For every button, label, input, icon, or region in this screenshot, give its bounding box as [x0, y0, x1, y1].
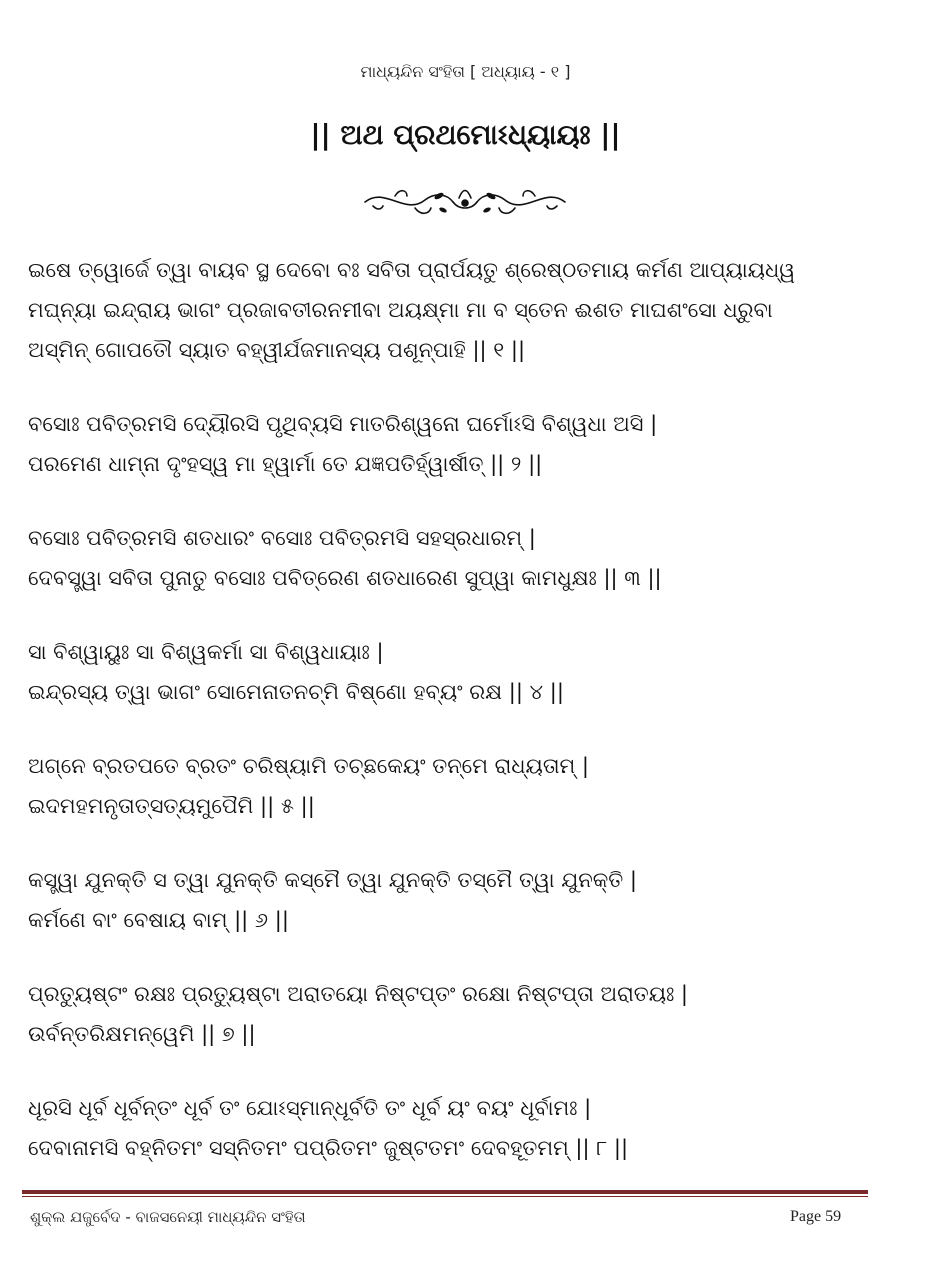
verse-line: ବସୋଃ ପବିତ୍ରମସି ଦ୍ୟୌରସି ପୃଥିବ୍ୟସି ମାତରିଶ୍ୱନୋ ଘର୍ମୋଽସି ବିଶ୍ୱଧା ଅସି | [28, 412, 658, 436]
verse-4 [28, 632, 908, 712]
verse-line: ଇଦମହମନୃତାତ୍ସତ୍ୟମୁପୈମି || ୫ || [28, 794, 315, 818]
verse-line: ପରମେଣ ଧାମ୍ନା ଦୃଂହସ୍ୱ ମା ହ୍ୱାର୍ମା ତେ ଯଜ୍ଞପତିର୍ହ୍ୱାର୍ଷୀତ୍ || ୨ || [28, 452, 543, 476]
verse-body [28, 250, 908, 1202]
verse-line: ଦେବାନାମସି ବହ୍ନିତମଂ ସସ୍ନିତମଂ ପପ୍ରିତମଂ ଜୁଷ୍ଟତମଂ ଦେବହୂତମମ୍ || ୮ || [28, 1136, 629, 1160]
verse-line: କସ୍ତ୍ୱା ଯୁନକ୍ତି ସ ତ୍ୱା ଯୁନକ୍ତି କସ୍ମୈ ତ୍ୱା ଯୁନକ୍ତି ତସ୍ମୈ ତ୍ୱା ଯୁନକ୍ତି | [28, 868, 637, 892]
verse-line: ଅଗ୍ନେ ବ୍ରତପତେ ବ୍ରତଂ ଚରିଷ୍ୟାମି ତଚ୍ଛକେୟଂ ତନ୍ମେ ରାଧ୍ୟତାମ୍ | [28, 754, 589, 778]
running-header: ମାଧ୍ୟନ୍ଦିନ ସଂହିତା [ ଅଧ୍ୟାୟ - ୧ ] [360, 62, 571, 81]
verse-line: କର୍ମଣେ ବାଂ ବେଷାୟ ବାମ୍ || ୬ || [28, 908, 289, 932]
verse-line: ଦେବସ୍ତ୍ୱା ସବିତା ପୁନାତୁ ବସୋଃ ପବିତ୍ରେଣ ଶତଧାରେଣ ସୁପ୍ୱା କାମଧୁକ୍ଷଃ || ୩ || [28, 566, 662, 590]
verse-line: ଅସ୍ମିନ୍ ଗୋପତୌ ସ୍ୟାତ ବହ୍ୱୀର୍ଯଜମାନସ୍ୟ ପଶୂନ୍ପାହି || ୧ || [28, 338, 526, 362]
verse-8 [28, 1088, 908, 1168]
verse-line: ବସୋଃ ପବିତ୍ରମସି ଶତଧାରଂ ବସୋଃ ପବିତ୍ରମସି ସହସ୍ରଧାରମ୍ | [28, 526, 536, 550]
verse-line: ପ୍ରତ୍ୟୁଷ୍ଟଂ ରକ୍ଷଃ ପ୍ରତ୍ୟୁଷ୍ଟା ଅରାତୟୋ ନିଷ୍ଟପ୍ତଂ ରକ୍ଷୋ ନିଷ୍ଟପ୍ତା ଅରାତୟଃ | [28, 982, 688, 1006]
chapter-title: || ଅଥ ପ୍ରଥମୋଽଧ୍ୟାୟଃ || [310, 118, 621, 151]
verse-5 [28, 746, 908, 826]
footer-title: ଶୁକ୍ଲ ଯଜୁର୍ବେଦ - ବାଜସନେୟୀ ମାଧ୍ୟନ୍ଦିନ ସଂହିତା [30, 1208, 306, 1226]
verse-line: ଧୂରସି ଧୂର୍ବ ଧୂର୍ବନ୍ତଂ ଧୂର୍ବ ତଂ ଯୋଽସ୍ମାନ୍ଧୂର୍ବତି ତଂ ଧୂର୍ବ ୟଂ ବୟଂ ଧୂର୍ବାମଃ | [28, 1096, 592, 1120]
page-number: Page 59 [790, 1208, 842, 1225]
verse-6 [28, 860, 908, 940]
verse-line: ମଘ୍ନ୍ୟା ଇନ୍ଦ୍ରାୟ ଭାଗଂ ପ୍ରଜାବତୀରନମୀବା ଅୟକ୍ଷ୍ମା ମା ବ ସ୍ତେନ ଈଶତ ମାଘଶଂସୋ ଧ୍ରୁବା [28, 298, 773, 322]
verse-3 [28, 518, 908, 598]
verse-line: ଇଷେ ତ୍ୱୋର୍ଜେ ତ୍ୱା ବାୟବ ସ୍ଥ ଦେବୋ ବଃ ସବିତା ପ୍ରାର୍ପୟତୁ ଶ୍ରେଷ୍ଠତମାୟ କର୍ମଣ ଆପ୍ୟାୟଧ୍ୱ [28, 258, 796, 282]
verse-2 [28, 404, 908, 484]
footer-rule-thin [22, 1196, 868, 1197]
floral-divider-icon [355, 176, 575, 226]
verse-1 [28, 250, 908, 370]
verse-line: ସା ବିଶ୍ୱାୟୁଃ ସା ବିଶ୍ୱକର୍ମା ସା ବିଶ୍ୱଧାୟାଃ | [28, 640, 384, 664]
verse-line: ଉର୍ବନ୍ତରିକ୍ଷମନ୍ୱେମି || ୭ || [28, 1022, 256, 1046]
verse-7 [28, 974, 908, 1054]
footer-rule-thick [22, 1190, 868, 1194]
verse-line: ଇନ୍ଦ୍ରସ୍ୟ ତ୍ୱା ଭାଗଂ ସୋମେନାତନଚ୍ମି ବିଷ୍ଣୋ ହବ୍ୟଂ ରକ୍ଷ || ୪ || [28, 680, 564, 704]
